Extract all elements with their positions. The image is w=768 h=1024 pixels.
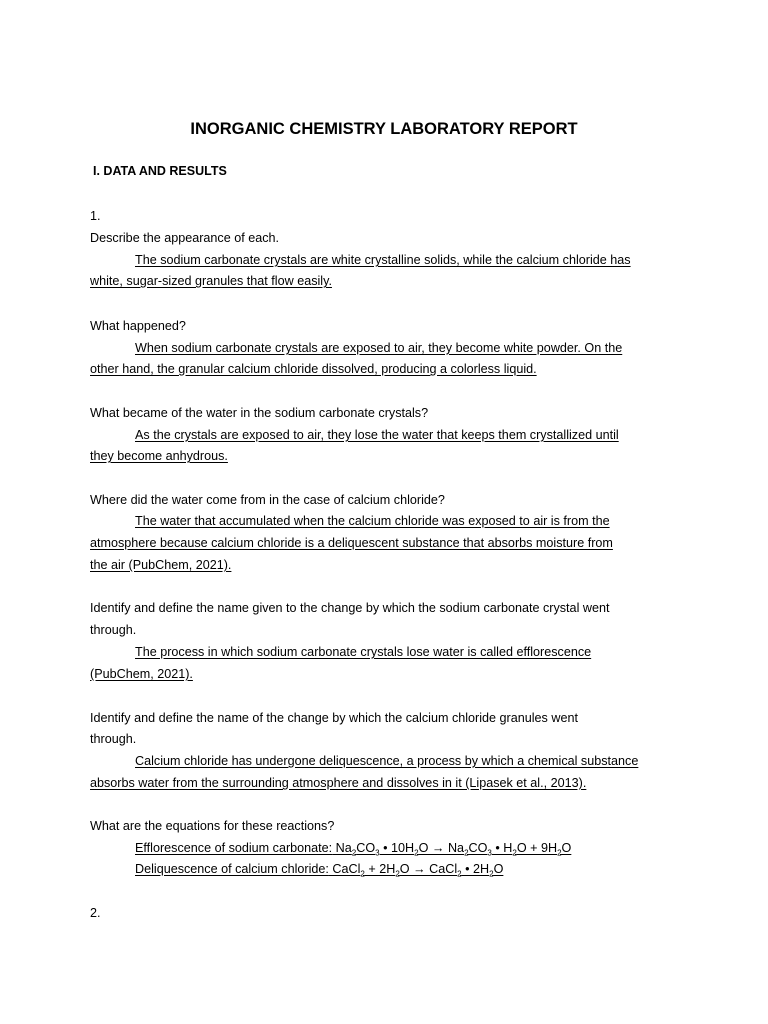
answer-water-sodium-line-2: they become anhydrous. — [90, 449, 228, 463]
question-calcium-change-line-2: through. — [90, 732, 137, 746]
answer-water-calcium-line-3: the air (PubChem, 2021). — [90, 558, 232, 572]
answer-what-happened-line-2: other hand, the granular calcium chloride dissolved, producing a colorless liquid. — [90, 362, 537, 376]
answer-what-happened-line-1: When sodium carbonate crystals are exposed to air, they become white powder. On the — [135, 341, 623, 355]
answer-water-calcium-line-2: atmosphere because calcium chloride is a deliquescent substance that absorbs moisture from — [90, 536, 613, 550]
equation-deliquescence-label: Deliquescence of calcium chloride: — [135, 862, 329, 876]
answer-sodium-change-line-2: (PubChem, 2021). — [90, 667, 193, 681]
answer-sodium-change-line-1: The process in which sodium carbonate crystals lose water is called efflorescence — [135, 645, 592, 659]
question-what-happened: What happened? — [90, 319, 186, 333]
question-sodium-change-line-1: Identify and define the name given to the change by which the sodium carbonate crystal went — [90, 601, 610, 615]
question-equations: What are the equations for these reactions? — [90, 819, 335, 833]
question-appearance: Describe the appearance of each. — [90, 231, 280, 245]
equation-efflorescence-label: Efflorescence of sodium carbonate: — [135, 841, 333, 855]
equation-deliquescence: Deliquescence of calcium chloride: CaCl$_2$ + $2H_2O$ → CaCl$_2$ • $2H_2O$ — [135, 862, 504, 879]
equation-efflorescence: Efflorescence of sodium carbonate: $Na_2CO_3$ • $10H_2O \to Na_2CO_3$ • $H_2O + 9H_2O$ — [135, 841, 572, 858]
question-sodium-change-line-2: through. — [90, 623, 137, 637]
question-water-calcium: Where did the water come from in the case of calcium chloride? — [90, 493, 445, 507]
report-title: INORGANIC CHEMISTRY LABORATORY REPORT — [190, 120, 578, 138]
question-calcium-change-line-1: Identify and define the name of the change by which the calcium chloride granules went — [90, 711, 578, 725]
answer-water-sodium-line-1: As the crystals are exposed to air, they lose the water that keeps them crystallized until — [135, 428, 619, 442]
answer-water-calcium-line-1: The water that accumulated when the calcium chloride was exposed to air is from the — [135, 514, 610, 528]
item-number-2: 2. — [90, 906, 101, 920]
question-water-sodium: What became of the water in the sodium carbonate crystals? — [90, 406, 429, 420]
section-heading: I. DATA AND RESULTS — [93, 164, 227, 178]
answer-calcium-change-line-2: absorbs water from the surrounding atmosphere and dissolves in it (Lipasek et al., 2013). — [90, 776, 587, 790]
answer-appearance-line-1: The sodium carbonate crystals are white crystalline solids, while the calcium chloride has — [135, 253, 631, 267]
answer-appearance-line-2: white, sugar-sized granules that flow easily. — [90, 274, 332, 288]
item-number-1: 1. — [90, 209, 101, 223]
answer-calcium-change-line-1: Calcium chloride has undergone deliquescence, a process by which a chemical substance — [135, 754, 639, 768]
